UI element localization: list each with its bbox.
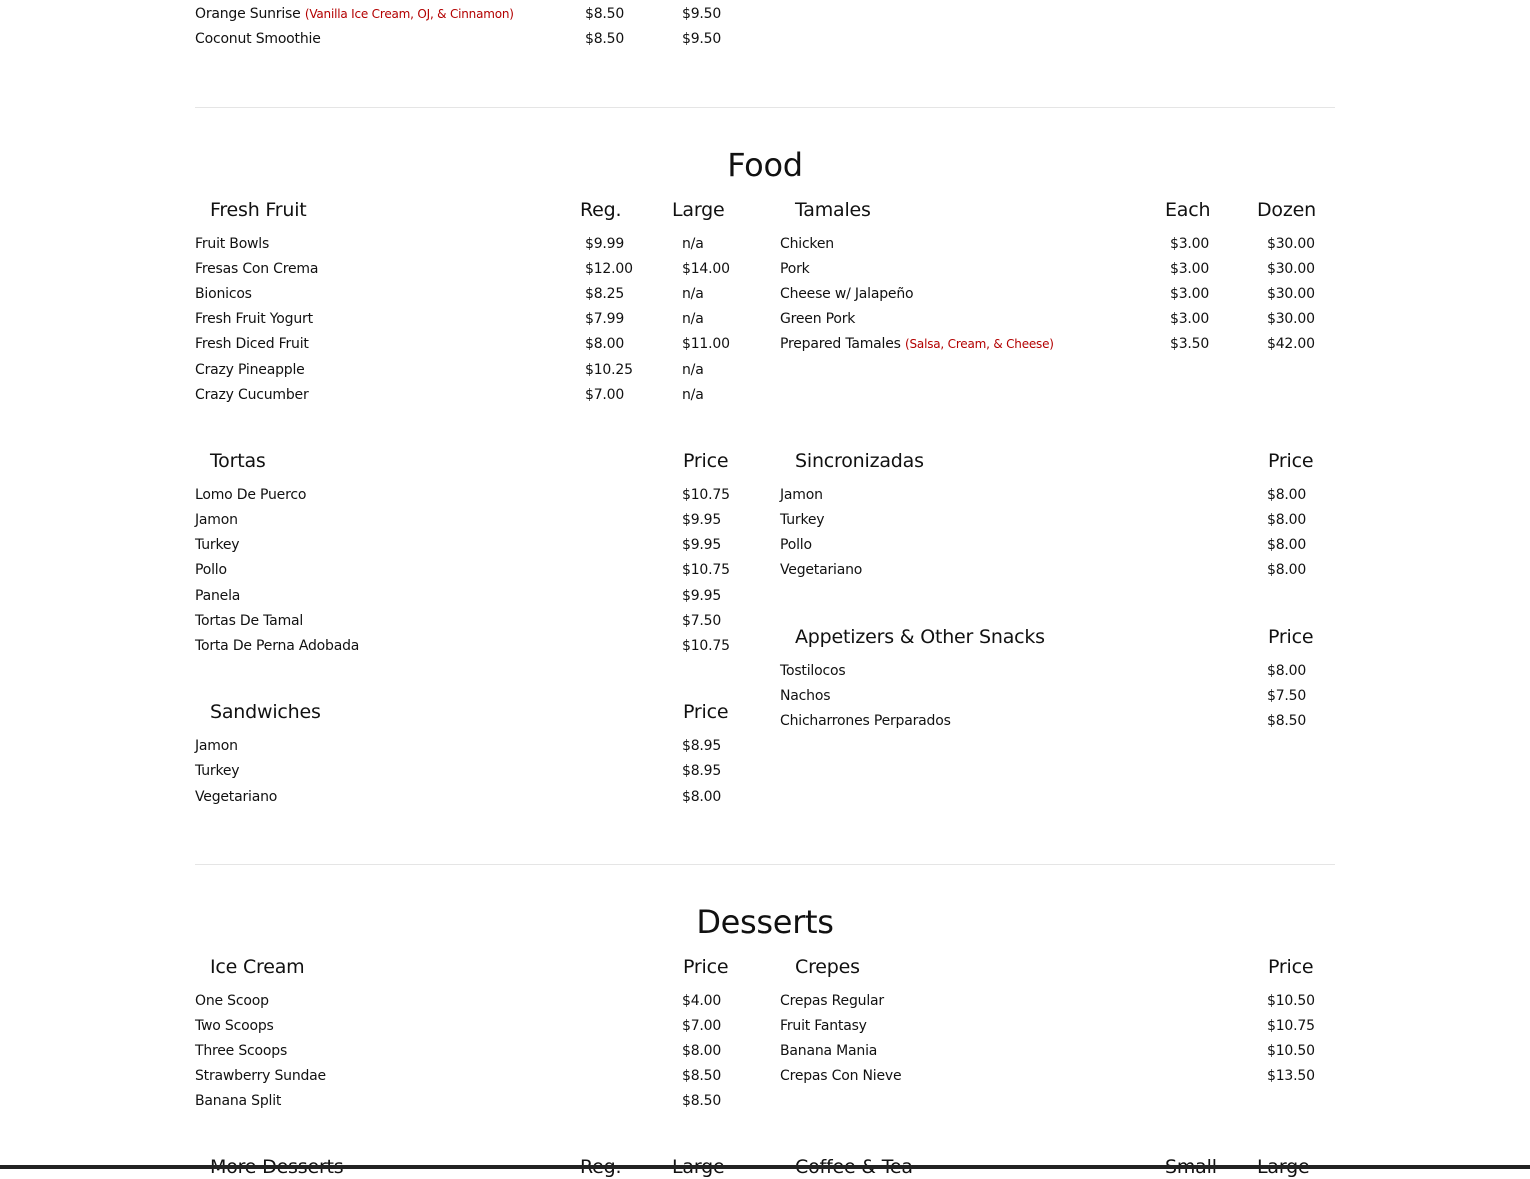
- menu-item-name: Tortas De Tamal: [195, 613, 304, 629]
- menu-item: [195, 5, 514, 23]
- menu-item-name: Chicken: [780, 236, 834, 252]
- price: $10.75: [682, 562, 730, 578]
- price-each: $3.00: [1170, 286, 1210, 302]
- price: $10.75: [682, 487, 730, 503]
- price: $8.50: [682, 1093, 722, 1109]
- menu-item-name: Jamon: [195, 512, 238, 528]
- menu-item-name: Lomo De Puerco: [195, 487, 307, 503]
- price-large: n/a: [682, 362, 704, 378]
- price-large: n/a: [682, 236, 704, 252]
- price: $8.95: [682, 738, 722, 754]
- price: $8.00: [1267, 562, 1307, 578]
- price: $8.00: [1267, 663, 1307, 679]
- price: $7.00: [682, 1018, 722, 1034]
- section-title-desserts: Desserts: [696, 903, 834, 941]
- window-bottom-edge: [0, 1165, 1530, 1169]
- price-reg: $8.50: [585, 6, 625, 22]
- price-dozen: $30.00: [1267, 286, 1315, 302]
- price: $7.50: [682, 613, 722, 629]
- category-heading: Crepes: [795, 956, 860, 978]
- price-dozen: $42.00: [1267, 336, 1315, 352]
- menu-item-name: Torta De Perna Adobada: [195, 638, 360, 654]
- price: $7.50: [1267, 688, 1307, 704]
- menu-item-name: Crazy Pineapple: [195, 362, 305, 378]
- menu-item-name: Pollo: [780, 537, 812, 553]
- price: $8.50: [1267, 713, 1307, 729]
- category-heading: Sandwiches: [210, 701, 321, 723]
- menu-item-name: Crazy Cucumber: [195, 387, 309, 403]
- menu-item-name: Strawberry Sundae: [195, 1068, 326, 1084]
- menu-item-name: Fruit Bowls: [195, 236, 270, 252]
- price-each: $3.50: [1170, 336, 1210, 352]
- price: $13.50: [1267, 1068, 1315, 1084]
- price: $4.00: [682, 993, 722, 1009]
- price: $8.95: [682, 763, 722, 779]
- item-name: Orange Sunrise: [195, 6, 301, 22]
- price: $10.75: [1267, 1018, 1315, 1034]
- price-reg: $7.00: [585, 387, 625, 403]
- price-reg: $9.99: [585, 236, 625, 252]
- section-title-food: Food: [727, 146, 803, 184]
- menu-item-name: Crepas Con Nieve: [780, 1068, 902, 1084]
- menu-item-name: Three Scoops: [195, 1043, 288, 1059]
- menu-item-name: One Scoop: [195, 993, 269, 1009]
- price-reg: $8.25: [585, 286, 625, 302]
- menu-item: [195, 30, 321, 48]
- price-each: $3.00: [1170, 311, 1210, 327]
- price-dozen: $30.00: [1267, 236, 1315, 252]
- price: $10.75: [682, 638, 730, 654]
- menu-item-name: Chicharrones Perparados: [780, 713, 951, 729]
- menu-item-name: Turkey: [195, 763, 240, 779]
- price-dozen: $30.00: [1267, 261, 1315, 277]
- price-each: $3.00: [1170, 261, 1210, 277]
- price-reg: $8.50: [585, 31, 625, 47]
- price-reg: $12.00: [585, 261, 633, 277]
- section-divider: [195, 864, 1335, 865]
- section-divider: [195, 107, 1335, 108]
- column-header-price: Price: [1268, 626, 1314, 648]
- price: $9.95: [682, 588, 722, 604]
- column-header-large: Large: [672, 199, 725, 221]
- column-header-price: Price: [1268, 450, 1314, 472]
- price-large: $11.00: [682, 336, 730, 352]
- column-header-price: Price: [683, 956, 729, 978]
- menu-item-name: Vegetariano: [780, 562, 863, 578]
- price: $10.50: [1267, 993, 1315, 1009]
- column-header-dozen: Dozen: [1257, 199, 1316, 221]
- menu-item-name: Turkey: [780, 512, 825, 528]
- item-name: Prepared Tamales: [780, 336, 901, 352]
- menu-item-name: Fresh Diced Fruit: [195, 336, 309, 352]
- price-large: $14.00: [682, 261, 730, 277]
- menu-item-name: Cheese w/ Jalapeño: [780, 286, 914, 302]
- column-header-each: Each: [1165, 199, 1211, 221]
- menu-item-name: Fruit Fantasy: [780, 1018, 867, 1034]
- menu-item-name: Fresh Fruit Yogurt: [195, 311, 313, 327]
- item-name: Coconut Smoothie: [195, 31, 321, 47]
- price: $10.50: [1267, 1043, 1315, 1059]
- price-large: n/a: [682, 387, 704, 403]
- price: $8.00: [1267, 537, 1307, 553]
- category-heading: Sincronizadas: [795, 450, 924, 472]
- menu-item-name: Panela: [195, 588, 241, 604]
- price-each: $3.00: [1170, 236, 1210, 252]
- menu-item-name: Green Pork: [780, 311, 856, 327]
- item-note: (Vanilla Ice Cream, OJ, & Cinnamon): [304, 7, 514, 21]
- menu-item-name: Banana Split: [195, 1093, 282, 1109]
- menu-item-name: Bionicos: [195, 286, 252, 302]
- column-header-reg: Reg.: [580, 199, 622, 221]
- price-large: $9.50: [682, 6, 722, 22]
- price: $8.00: [682, 789, 722, 805]
- price-large: n/a: [682, 311, 704, 327]
- menu-item: [780, 335, 1054, 353]
- menu-item-name: Turkey: [195, 537, 240, 553]
- price: $9.95: [682, 537, 722, 553]
- category-heading: Fresh Fruit: [210, 199, 307, 221]
- menu-item-name: Tostilocos: [780, 663, 846, 679]
- menu-item-name: Two Scoops: [195, 1018, 274, 1034]
- menu-item-name: Crepas Regular: [780, 993, 884, 1009]
- category-heading: Tortas: [210, 450, 266, 472]
- menu-item-name: Pork: [780, 261, 810, 277]
- price-reg: $10.25: [585, 362, 633, 378]
- category-heading: Tamales: [795, 199, 871, 221]
- price: $8.00: [1267, 512, 1307, 528]
- menu-item-name: Fresas Con Crema: [195, 261, 319, 277]
- item-note: (Salsa, Cream, & Cheese): [905, 337, 1054, 351]
- column-header-price: Price: [683, 450, 729, 472]
- menu-item-name: Jamon: [780, 487, 823, 503]
- menu-item-name: Jamon: [195, 738, 238, 754]
- menu-item-name: Pollo: [195, 562, 227, 578]
- menu-item-name: Vegetariano: [195, 789, 278, 805]
- price: $8.00: [1267, 487, 1307, 503]
- menu-item-name: Nachos: [780, 688, 831, 704]
- category-heading: Ice Cream: [210, 956, 305, 978]
- price: $9.95: [682, 512, 722, 528]
- price-reg: $8.00: [585, 336, 625, 352]
- price-large: $9.50: [682, 31, 722, 47]
- menu-item-name: Banana Mania: [780, 1043, 878, 1059]
- column-header-price: Price: [683, 701, 729, 723]
- price-dozen: $30.00: [1267, 311, 1315, 327]
- column-header-price: Price: [1268, 956, 1314, 978]
- category-heading: Appetizers & Other Snacks: [795, 626, 1045, 648]
- price: $8.50: [682, 1068, 722, 1084]
- price-large: n/a: [682, 286, 704, 302]
- price: $8.00: [682, 1043, 722, 1059]
- price-reg: $7.99: [585, 311, 625, 327]
